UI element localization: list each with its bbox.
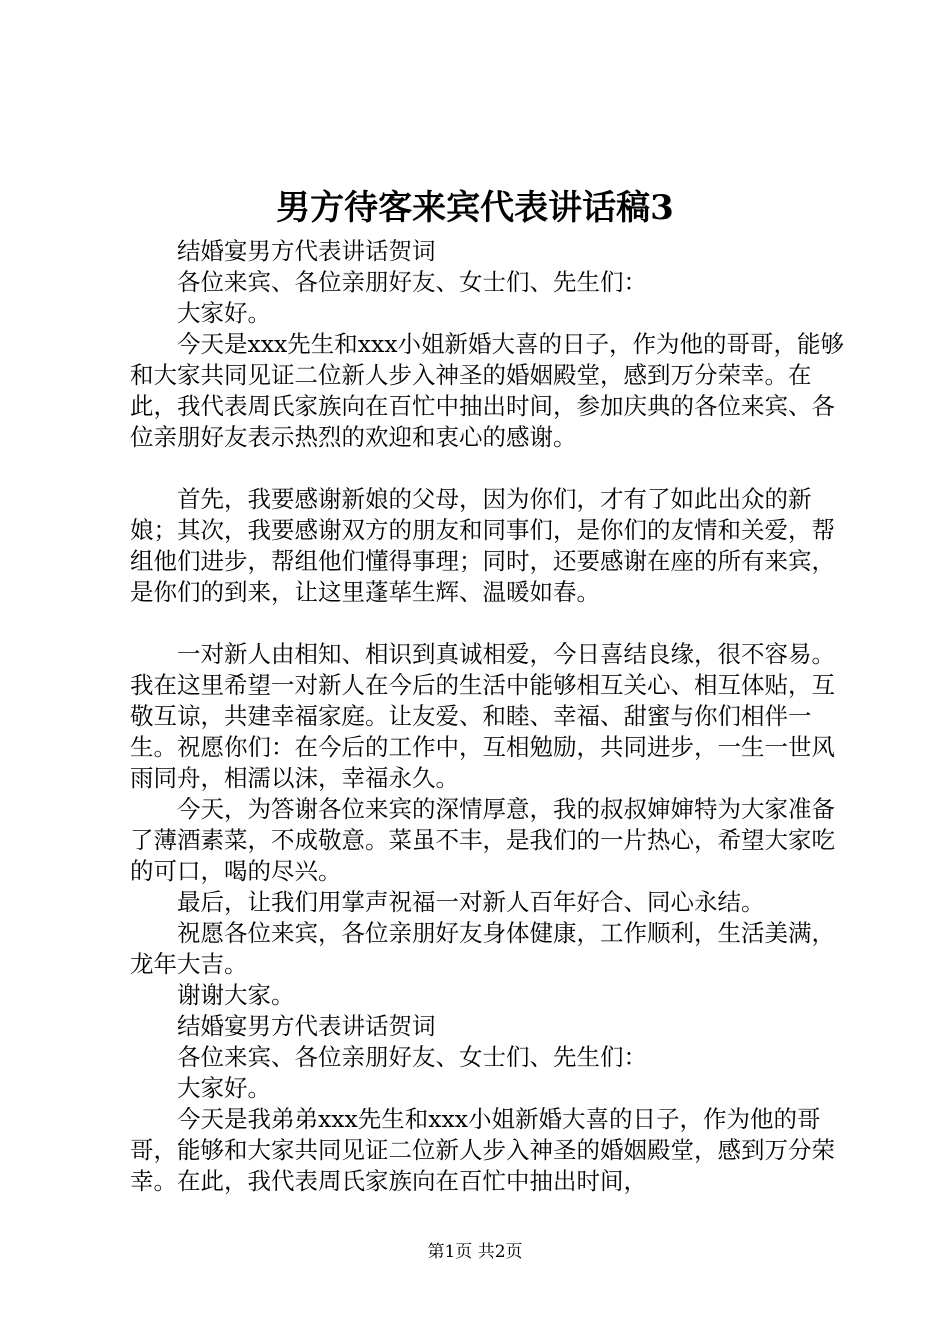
paragraph: 一对新人由相知、相识到真诚相爱，今日喜结良缘，很不容易。我在这里希望一对新人在今后的生活中能够相互关心、相互体贴，互敬互谅，共建幸福家庭。让友爱、和睦、幸福、甜蜜与你们相伴一生。祝愿你们：在今后的工作中，互相勉励，共同进步，一生一世风雨同舟，相濡以沫，幸福永久。 xyxy=(130,640,835,792)
paragraph: 祝愿各位来宾，各位亲朋好友身体健康，工作顺利，生活美满，龙年大吉。 xyxy=(130,919,835,978)
paragraph: 今天是我弟弟xxx先生和xxx小姐新婚大喜的日子，作为他的哥哥，能够和大家共同见证二位新人步入神圣的婚姻殿堂，感到万分荣幸。在此，我代表周氏家族向在百忙中抽出时间， xyxy=(130,1105,835,1195)
paragraph: 今天是xxx先生和xxx小姐新婚大喜的日子，作为他的哥哥，能够和大家共同见证二位新人步入神圣的婚姻殿堂，感到万分荣幸。在此，我代表周氏家族向在百忙中抽出时间，参加庆典的各位来宾、各位亲朋好友表示热烈的欢迎和衷心的感谢。 xyxy=(130,330,845,451)
paragraph: 大家好。 xyxy=(177,299,271,327)
paragraph: 结婚宴男方代表讲话贺词 xyxy=(177,1012,436,1040)
paragraph: 首先，我要感谢新娘的父母，因为你们，才有了如此出众的新娘；其次，我要感谢双方的朋友和同事们，是你们的友情和关爱，帮组他们进步，帮组他们懂得事理；同时，还要感谢在座的所有来宾，是你们的到来，让这里蓬荜生辉、温暖如春。 xyxy=(130,485,835,606)
paragraph: 最后，让我们用掌声祝福一对新人百年好合、同心永结。 xyxy=(177,888,765,916)
paragraph: 各位来宾、各位亲朋好友、女士们、先生们： xyxy=(177,268,647,296)
paragraph: 各位来宾、各位亲朋好友、女士们、先生们： xyxy=(177,1043,647,1071)
paragraph: 结婚宴男方代表讲话贺词 xyxy=(177,237,436,265)
page-number-footer: 第1页 共2页 xyxy=(427,1242,523,1262)
paragraph: 谢谢大家。 xyxy=(177,981,295,1009)
paragraph: 大家好。 xyxy=(177,1074,271,1102)
paragraph: 今天，为答谢各位来宾的深情厚意，我的叔叔婶婶特为大家准备了薄酒素菜，不成敬意。菜虽不丰，是我们的一片热心，希望大家吃的可口，喝的尽兴。 xyxy=(130,795,835,885)
document-title: 男方待客来宾代表讲话稿3 xyxy=(276,188,674,228)
document-body xyxy=(130,236,850,1197)
